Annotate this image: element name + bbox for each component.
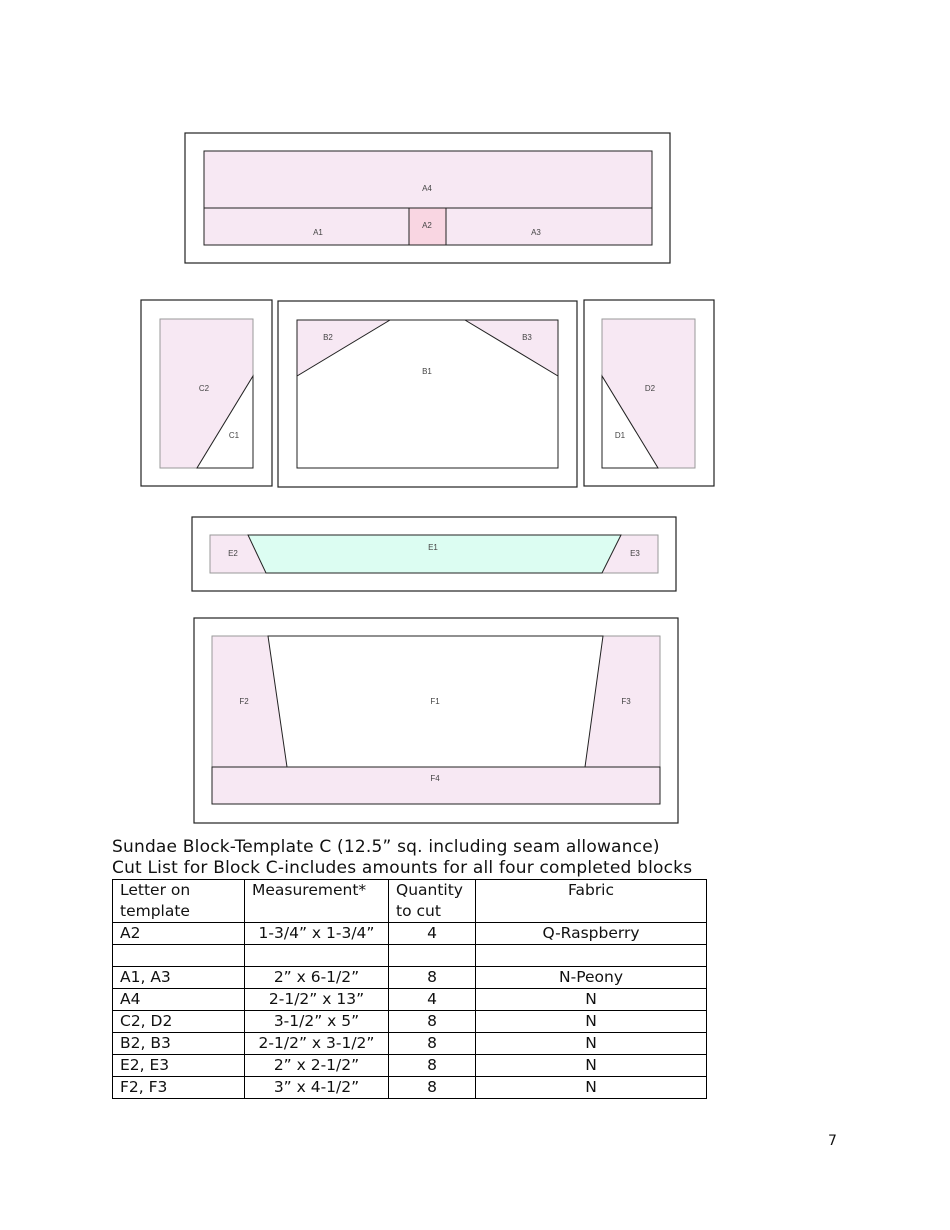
cell-fabric [476, 945, 707, 967]
cell-fabric: N [476, 989, 707, 1011]
template-b [278, 301, 577, 487]
cell-letter [113, 945, 245, 967]
cell-fabric: N [476, 1011, 707, 1033]
cell-quantity: 4 [389, 923, 476, 945]
cell-fabric: N [476, 1033, 707, 1055]
table-row [113, 1033, 707, 1055]
label-a2: A2 [422, 221, 432, 230]
cell-measurement: 3-1/2” x 5” [245, 1011, 389, 1033]
label-c1: C1 [228, 431, 240, 440]
piece-f4 [212, 767, 660, 804]
template-a [185, 133, 670, 263]
cell-letter: F2, F3 [113, 1077, 245, 1099]
label-f4: F4 [430, 774, 440, 783]
piece-a4 [204, 151, 652, 208]
header-quantity: Quantity to cut [389, 880, 476, 923]
label-b3: B3 [522, 333, 532, 342]
cell-measurement: 2-1/2” x 3-1/2” [245, 1033, 389, 1055]
cell-fabric: Q-Raspberry [476, 923, 707, 945]
table-row [113, 1011, 707, 1033]
cell-letter: E2, E3 [113, 1055, 245, 1077]
piece-e1 [248, 535, 621, 573]
cell-quantity: 8 [389, 1033, 476, 1055]
label-b1: B1 [422, 367, 432, 376]
cell-quantity [389, 945, 476, 967]
template-f [194, 618, 678, 823]
label-c2: C2 [198, 384, 210, 393]
table-row [113, 1055, 707, 1077]
cell-letter: C2, D2 [113, 1011, 245, 1033]
cell-quantity: 8 [389, 1011, 476, 1033]
cell-letter: A1, A3 [113, 967, 245, 989]
cell-letter: A2 [113, 923, 245, 945]
cell-measurement [245, 945, 389, 967]
cell-measurement: 2” x 2-1/2” [245, 1055, 389, 1077]
cut-list-caption: Cut List for Block C-includes amounts for all four completed blocks [112, 858, 693, 878]
label-b2: B2 [323, 333, 333, 342]
label-e2: E2 [228, 549, 238, 558]
cell-letter: A4 [113, 989, 245, 1011]
table-row [113, 1077, 707, 1099]
table-header-row [113, 880, 707, 923]
cell-measurement: 3” x 4-1/2” [245, 1077, 389, 1099]
template-c [141, 300, 272, 486]
table-row [113, 923, 707, 945]
cell-fabric: N-Peony [476, 967, 707, 989]
label-d2: D2 [644, 384, 656, 393]
template-d [584, 300, 714, 486]
label-f1: F1 [430, 697, 440, 706]
label-e3: E3 [630, 549, 640, 558]
piece-a1 [204, 208, 409, 245]
label-f3: F3 [621, 697, 631, 706]
cell-measurement: 2” x 6-1/2” [245, 967, 389, 989]
template-caption: Sundae Block-Template C (12.5” sq. including seam allowance) [112, 837, 660, 857]
cell-measurement: 2-1/2” x 13” [245, 989, 389, 1011]
cell-fabric: N [476, 1077, 707, 1099]
label-a3: A3 [531, 228, 541, 237]
cell-quantity: 8 [389, 1055, 476, 1077]
label-f2: F2 [239, 697, 249, 706]
header-fabric: Fabric [476, 880, 707, 923]
header-measurement: Measurement* [245, 880, 389, 923]
page-number: 7 [828, 1133, 837, 1149]
label-e1: E1 [428, 543, 438, 552]
cell-quantity: 8 [389, 967, 476, 989]
template-e [192, 517, 676, 591]
cell-measurement: 1-3/4” x 1-3/4” [245, 923, 389, 945]
cut-list-table [112, 879, 707, 1099]
table-row [113, 989, 707, 1011]
cell-quantity: 8 [389, 1077, 476, 1099]
cell-quantity: 4 [389, 989, 476, 1011]
piece-a3 [446, 208, 652, 245]
table-row [113, 945, 707, 967]
header-letter: Letter on template [113, 880, 245, 923]
cell-fabric: N [476, 1055, 707, 1077]
label-a4: A4 [422, 184, 432, 193]
label-d1: D1 [614, 431, 626, 440]
label-a1: A1 [313, 228, 323, 237]
table-row [113, 967, 707, 989]
cell-letter: B2, B3 [113, 1033, 245, 1055]
